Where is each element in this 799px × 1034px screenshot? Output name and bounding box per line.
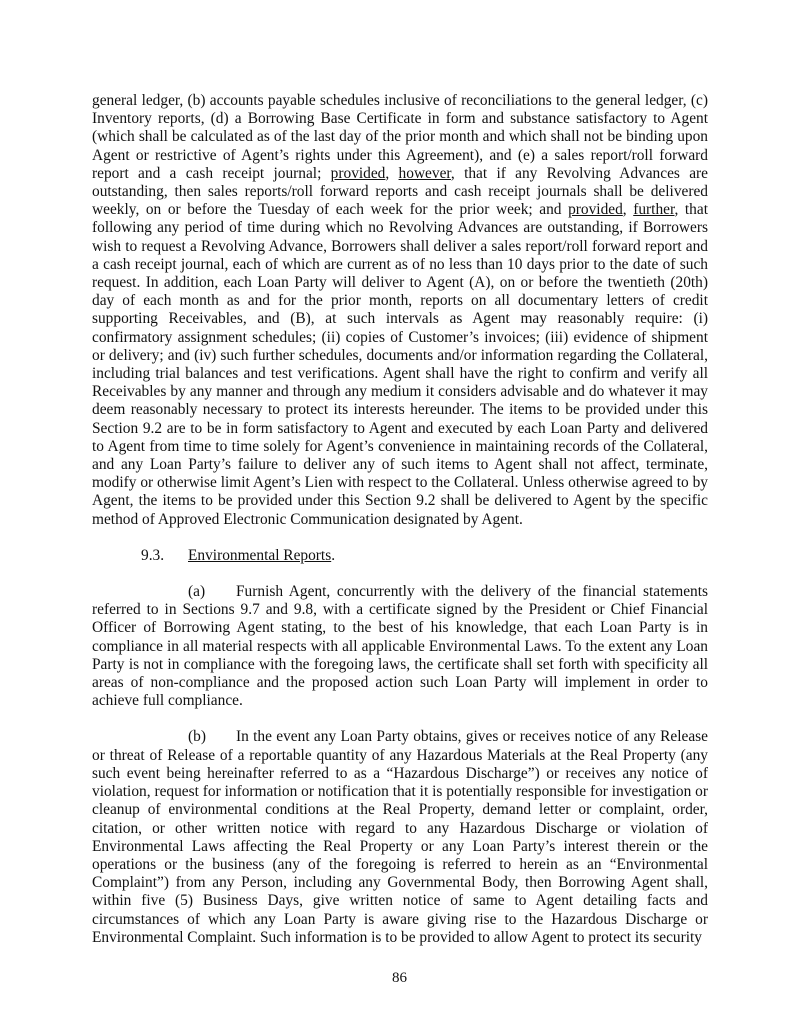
section-title xyxy=(188,547,335,565)
underlined-term-further: further xyxy=(633,201,675,219)
document-page xyxy=(92,92,708,947)
underlined-term-provided: provided xyxy=(568,201,623,219)
section-title-period: . xyxy=(331,546,336,564)
subsection-b xyxy=(92,728,708,946)
text-run: , that if any Revolving Advances are outstanding, then sales reports/roll forward reports and cash receipt journals shall be delivered weekly, on or before the Tuesday of each week for the prior week; and xyxy=(92,164,708,219)
text-run: general ledger, (b) accounts payable schedules inclusive of reconciliations to the general ledger, (c) Inventory reports, (d) a Borrowing Base Certificate in form and substance satisfactory to Agent (which shall be calculated as of the last day of the prior month and which shall not be binding upon Agent or restrictive of Agent’s rights under this Agreement), and (e) a sales report/roll forward report and a cash receipt journal; xyxy=(92,92,708,182)
subsection-label: (a) xyxy=(188,583,206,601)
section-heading-9-3 xyxy=(92,547,708,565)
section-number: 9.3. xyxy=(141,546,165,564)
underlined-term-provided: provided xyxy=(330,164,386,182)
subsection-a xyxy=(92,583,708,710)
text-run: , that following any period of time during which no Revolving Advances are outstanding, if Borrowers wish to request a Revolving Advance, Borrowers shall deliver a sales report/roll forward report and a cash receipt journal, each of which are current as of no less than 10 days prior to the date of such request. In addition, each Loan Party will deliver to Agent (A), on or before the twentieth (20th) day of each month as and for the prior month, reports on all documentary letters of credit supporting Receivables, and (B), at such intervals as Agent may reasonably require: (i) confirmatory assignment schedules; (ii) copies of Customer’s invoices; (iii) evidence of shipment or delivery; and (iv) such further schedules, documents and/or information regarding the Collateral, including trial balances and test verifications. Agent shall have the right to confirm and verify all Receivables by any manner and through any medium it considers advisable and do whatever it may deem reasonably necessary to protect its interests hereunder. The items to be provided under this Section 9.2 are to be in form satisfactory to Agent and executed by each Loan Party and delivered to Agent from time to time solely for Agent’s convenience in maintaining records of the Collateral, and any Loan Party’s failure to deliver any of such items to Agent shall not affect, terminate, modify or otherwise limit Agent’s Lien with respect to the Collateral. Unless otherwise agreed to by Agent, the items to be provided under this Section 9.2 shall be delivered to Agent by the specific method of Approved Electronic Communication designated by Agent. xyxy=(92,201,708,528)
text-run: , xyxy=(622,201,634,219)
subsection-label: (b) xyxy=(188,728,206,746)
page-number: 86 xyxy=(392,970,407,986)
paragraph-reporting-requirements xyxy=(92,92,708,529)
subsection-text: Furnish Agent, concurrently with the delivery of the financial statements referred to in Sections 9.7 and 9.8, with a certificate signed by the President or Chief Financial Officer of Borrowing Agent stating, to the best of his knowledge, that each Loan Party is in compliance in all material respects with all applicable Environmental Laws. To the extent any Loan Party is not in compliance with the foregoing laws, the certificate shall set forth with specificity all areas of non-compliance and the proposed action such Loan Party will implement in order to achieve full compliance. xyxy=(92,583,708,710)
text-run: , xyxy=(385,164,399,182)
section-title-text: Environmental Reports xyxy=(188,546,332,564)
subsection-text: In the event any Loan Party obtains, gives or receives notice of any Release or threat of Release of a reportable quantity of any Hazardous Materials at the Real Property (any such event being hereinafter referred to as a “Hazardous Discharge”) or receives any notice of violation, request for information or notification that it is potentially responsible for investigation or cleanup of environmental conditions at the Real Property, demand letter or complaint, order, citation, or other written notice with regard to any Hazardous Discharge or violation of Environmental Laws affecting the Real Property or any Loan Party’s interest therein or the operations or the business (any of the foregoing is referred to herein as an “Environmental Complaint”) from any Person, including any Governmental Body, then Borrowing Agent shall, within five (5) Business Days, give written notice of same to Agent detailing facts and circumstances of which any Loan Party is aware giving rise to the Hazardous Discharge or Environmental Complaint. Such information is to be provided to allow Agent to protect its security xyxy=(92,728,708,946)
underlined-term-however: however xyxy=(398,164,451,182)
